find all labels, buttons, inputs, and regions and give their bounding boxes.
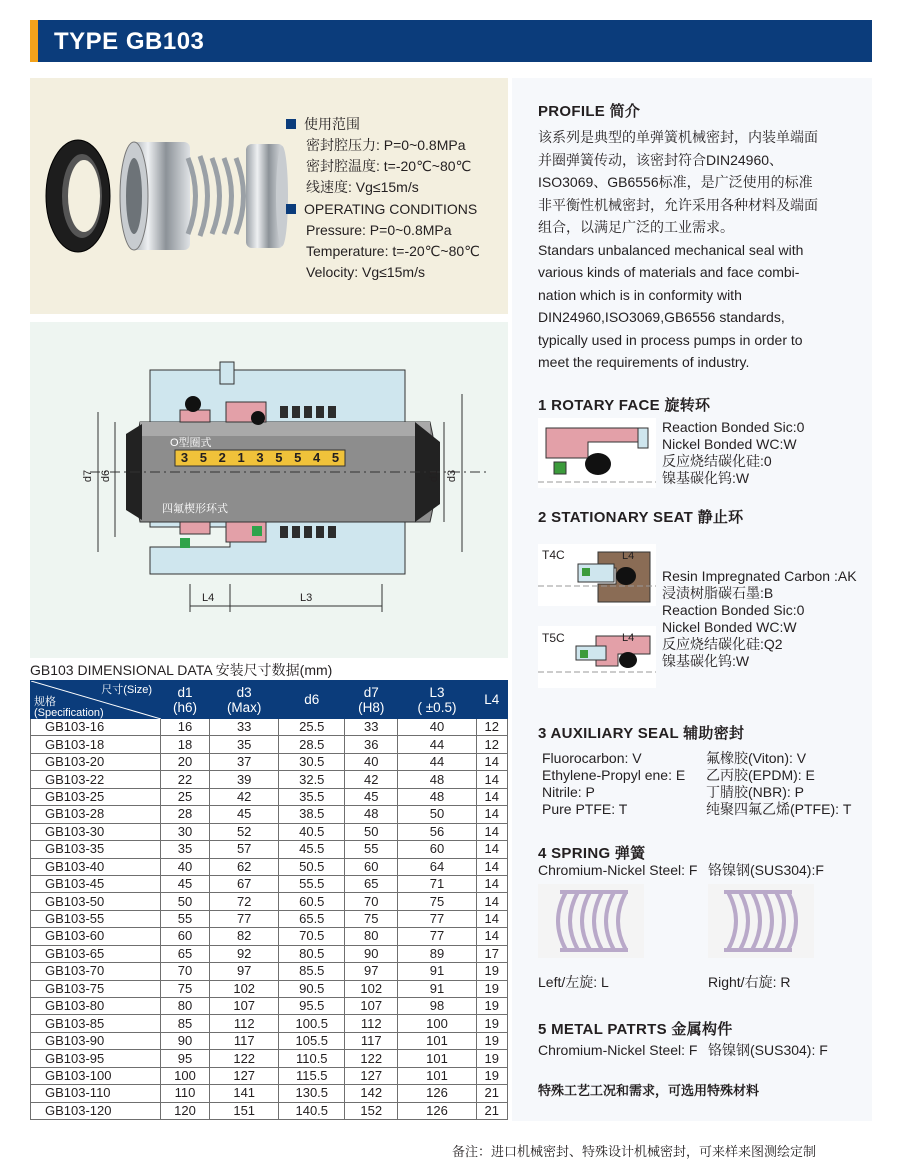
value-cell: 126: [398, 1085, 476, 1102]
value-cell: 95.5: [279, 998, 345, 1015]
value-cell: 35: [161, 841, 210, 858]
value-cell: 50: [345, 823, 398, 840]
value-cell: 112: [345, 1015, 398, 1032]
value-cell: 101: [398, 1032, 476, 1049]
code-digit: 2: [218, 450, 226, 465]
dimensional-data-table: [30, 680, 508, 1120]
value-cell: 89: [398, 945, 476, 962]
profile-cn-line: 并圈弹簧传动，该密封符合DIN24960、: [538, 151, 784, 168]
code-digit: 5: [331, 450, 340, 465]
value-cell: 35: [209, 736, 278, 753]
profile-text: [538, 126, 868, 374]
value-cell: 141: [209, 1085, 278, 1102]
value-cell: 60.5: [279, 893, 345, 910]
value-cell: 126: [398, 1102, 476, 1119]
value-cell: 42: [209, 788, 278, 805]
aux-seal-cn-list: [706, 750, 851, 818]
value-cell: 110.5: [279, 1050, 345, 1067]
table-row: [31, 910, 508, 927]
right-spring-image: [708, 884, 814, 958]
profile-en-line: typically used in process pumps in order to: [538, 331, 803, 348]
value-cell: 75: [398, 893, 476, 910]
profile-cn-line: 非平衡性机械密封，允许采用各种材料及端面: [538, 196, 818, 213]
spec-cell: GB103-18: [31, 736, 161, 753]
value-cell: 75: [161, 980, 210, 997]
value-cell: 40: [161, 858, 210, 875]
t5c-l4-label: L4: [622, 632, 635, 644]
spec-cell: GB103-120: [31, 1102, 161, 1119]
bullet-square-icon: [286, 204, 296, 214]
spec-cell: GB103-95: [31, 1050, 161, 1067]
table-row: [31, 980, 508, 997]
cond-cn-line-3: 线速度: Vg≤15m/s: [306, 179, 419, 195]
rotary-face-diagram: [538, 418, 656, 488]
table-row: [31, 736, 508, 753]
value-cell: 21: [476, 1102, 507, 1119]
value-cell: 55.5: [279, 875, 345, 892]
spec-cell: GB103-22: [31, 771, 161, 788]
value-cell: 25: [161, 788, 210, 805]
value-cell: 21: [476, 1085, 507, 1102]
t4c-label: T4C: [542, 548, 565, 562]
value-cell: 19: [476, 998, 507, 1015]
value-cell: 100: [161, 1067, 210, 1084]
profile-en-line: meet the requirements of industry.: [538, 354, 750, 370]
value-cell: 80: [161, 998, 210, 1015]
value-cell: 55: [345, 841, 398, 858]
value-cell: 77: [398, 928, 476, 945]
o-ring-type-label: O型圈式: [170, 437, 212, 449]
code-digit: 5: [294, 450, 302, 465]
header-corner-cell: [31, 681, 161, 719]
value-cell: 112: [209, 1015, 278, 1032]
value-cell: 65: [161, 945, 210, 962]
value-cell: 19: [476, 1032, 507, 1049]
value-cell: 25.5: [279, 719, 345, 736]
value-cell: 95: [161, 1050, 210, 1067]
dim-d7: d7: [82, 469, 95, 483]
aux-seal-item: 乙丙胶(EPDM): E: [706, 767, 815, 783]
right-spring-label: Right/右旋: R: [708, 974, 791, 990]
profile-en-line: DIN24960,ISO3069,GB6556 standards,: [538, 309, 785, 325]
value-cell: 52: [209, 823, 278, 840]
rotary-face-materials: [662, 419, 804, 487]
value-cell: 55: [161, 910, 210, 927]
value-cell: 97: [345, 963, 398, 980]
value-cell: 40: [345, 753, 398, 770]
profile-en-line: various kinds of materials and face combi-: [538, 264, 800, 280]
metal-parts-material-cn: 铬镍钢(SUS304): F: [708, 1042, 828, 1058]
code-digit: 5: [199, 450, 207, 465]
value-cell: 45: [345, 788, 398, 805]
metal-parts-title: 5 METAL PATRTS 金属构件: [538, 1021, 733, 1038]
spec-cell: GB103-60: [31, 928, 161, 945]
value-cell: 75: [345, 910, 398, 927]
code-digit: 5: [275, 450, 283, 465]
cond-en-line-2: Temperature: t=-20℃~80℃: [306, 243, 480, 259]
table-row: [31, 823, 508, 840]
value-cell: 65: [345, 875, 398, 892]
value-cell: 14: [476, 875, 507, 892]
value-cell: 50.5: [279, 858, 345, 875]
code-digit: 3: [256, 450, 264, 465]
value-cell: 70.5: [279, 928, 345, 945]
value-cell: 97: [209, 963, 278, 980]
value-cell: 19: [476, 1015, 507, 1032]
value-cell: 80.5: [279, 945, 345, 962]
table-body: [31, 719, 508, 1120]
value-cell: 40.5: [279, 823, 345, 840]
aux-seal-item: 纯聚四氟乙烯(PTFE): T: [706, 801, 852, 817]
header-d3: d3 (Max): [209, 681, 278, 719]
value-cell: 28: [161, 806, 210, 823]
value-cell: 92: [209, 945, 278, 962]
section-drawing: [30, 322, 508, 658]
header-d1: d1 (h6): [161, 681, 210, 719]
value-cell: 19: [476, 963, 507, 980]
value-cell: 14: [476, 910, 507, 927]
value-cell: 18: [161, 736, 210, 753]
header-d7: d7 (H8): [345, 681, 398, 719]
table-row: [31, 1015, 508, 1032]
value-cell: 101: [398, 1050, 476, 1067]
conditions-cn: [286, 114, 480, 283]
value-cell: 105.5: [279, 1032, 345, 1049]
stationary-seat-materials: [662, 568, 857, 670]
stationary-item: Nickel Bonded WC:W: [662, 619, 797, 635]
value-cell: 33: [345, 719, 398, 736]
value-cell: 80: [345, 928, 398, 945]
value-cell: 142: [345, 1085, 398, 1102]
value-cell: 33: [209, 719, 278, 736]
header-d6: d6: [279, 681, 345, 719]
aux-seal-item: Fluorocarbon: V: [542, 750, 642, 766]
value-cell: 22: [161, 771, 210, 788]
table-row: [31, 1102, 508, 1119]
value-cell: 72: [209, 893, 278, 910]
value-cell: 48: [398, 771, 476, 788]
value-cell: 48: [398, 788, 476, 805]
table-row: [31, 998, 508, 1015]
value-cell: 14: [476, 788, 507, 805]
profile-cn-line: 该系列是典型的单弹簧机械密封，内装单端面: [538, 129, 818, 145]
header-l4: L4: [476, 681, 507, 719]
value-cell: 64: [398, 858, 476, 875]
spec-cell: GB103-65: [31, 945, 161, 962]
value-cell: 50: [398, 806, 476, 823]
value-cell: 117: [209, 1032, 278, 1049]
value-cell: 91: [398, 963, 476, 980]
stationary-seat-title: 2 STATIONARY SEAT 静止环: [538, 509, 744, 526]
aux-seal-item: 丁腈胶(NBR): P: [706, 784, 804, 800]
value-cell: 12: [476, 736, 507, 753]
spec-cell: GB103-40: [31, 858, 161, 875]
value-cell: 151: [209, 1102, 278, 1119]
page-header: [30, 20, 872, 62]
value-cell: 82: [209, 928, 278, 945]
value-cell: 62: [209, 858, 278, 875]
table-row: [31, 788, 508, 805]
value-cell: 30.5: [279, 753, 345, 770]
rotary-item: 反应烧结碳化硅:0: [662, 453, 772, 469]
value-cell: 60: [161, 928, 210, 945]
value-cell: 100.5: [279, 1015, 345, 1032]
value-cell: 42: [345, 771, 398, 788]
cond-en-line-3: Velocity: Vg≤15m/s: [306, 264, 425, 280]
material-code-box: [175, 450, 345, 466]
value-cell: 14: [476, 753, 507, 770]
table-header-row: [31, 681, 508, 719]
value-cell: 19: [476, 1067, 507, 1084]
spring-title: 4 SPRING 弹簧: [538, 845, 646, 862]
value-cell: 48: [345, 806, 398, 823]
profile-cn-line: ISO3069、GB6556标准，是广泛使用的标准: [538, 174, 813, 190]
table-row: [31, 1032, 508, 1049]
spec-cell: GB103-20: [31, 753, 161, 770]
value-cell: 107: [209, 998, 278, 1015]
value-cell: 130.5: [279, 1085, 345, 1102]
value-cell: 152: [345, 1102, 398, 1119]
cond-en-line-1: Pressure: P=0~0.8MPa: [306, 222, 452, 238]
value-cell: 110: [161, 1085, 210, 1102]
footer-note: 备注：进口机械密封、特殊设计机械密封，可来样来图测绘定制: [452, 1144, 817, 1159]
corner-spec-label-cn: 规格: [34, 696, 56, 708]
aux-seal-title: 3 AUXILIARY SEAL 辅助密封: [538, 725, 745, 742]
table-row: [31, 1050, 508, 1067]
corner-spec-label-en: (Specification): [34, 707, 104, 719]
value-cell: 85.5: [279, 963, 345, 980]
value-cell: 140.5: [279, 1102, 345, 1119]
special-materials-note: 特殊工艺工况和需求，可选用特殊材料: [538, 1083, 760, 1098]
product-photo: [38, 128, 288, 268]
spec-cell: GB103-25: [31, 788, 161, 805]
dim-l4: L4: [202, 592, 215, 604]
value-cell: 101: [398, 1067, 476, 1084]
value-cell: 32.5: [279, 771, 345, 788]
code-digit: 4: [312, 450, 321, 465]
value-cell: 122: [209, 1050, 278, 1067]
profile-en-line: nation which is in conformity with: [538, 286, 742, 303]
profile-en-line: Standars unbalanced mechanical seal with: [538, 241, 804, 258]
spec-cell: GB103-30: [31, 823, 161, 840]
value-cell: 102: [209, 980, 278, 997]
value-cell: 90: [345, 945, 398, 962]
value-cell: 98: [398, 998, 476, 1015]
value-cell: 12: [476, 719, 507, 736]
spring-material-en: Chromium-Nickel Steel: F: [538, 862, 698, 878]
spring-material-cn: 铬镍钢(SUS304):F: [708, 862, 824, 878]
table-row: [31, 1067, 508, 1084]
spec-cell: GB103-28: [31, 806, 161, 823]
rotary-item: 镍基碳化钨:W: [662, 470, 750, 486]
value-cell: 120: [161, 1102, 210, 1119]
value-cell: 37: [209, 753, 278, 770]
stationary-item: Resin Impregnated Carbon :AK: [662, 568, 857, 584]
section-drawing-panel: [30, 322, 508, 658]
value-cell: 50: [161, 893, 210, 910]
spec-cell: GB103-55: [31, 910, 161, 927]
spec-cell: GB103-35: [31, 841, 161, 858]
value-cell: 36: [345, 736, 398, 753]
aux-seal-item: Ethylene-Propyl ene: E: [542, 767, 686, 783]
value-cell: 38.5: [279, 806, 345, 823]
value-cell: 107: [345, 998, 398, 1015]
conditions-en-title: OPERATING CONDITIONS: [304, 201, 478, 217]
spec-cell: GB103-50: [31, 893, 161, 910]
value-cell: 35.5: [279, 788, 345, 805]
spec-cell: GB103-45: [31, 875, 161, 892]
value-cell: 20: [161, 753, 210, 770]
value-cell: 40: [398, 719, 476, 736]
spec-cell: GB103-16: [31, 719, 161, 736]
spec-cell: GB103-75: [31, 980, 161, 997]
cond-cn-line-2: 密封腔温度: t=-20℃~80℃: [306, 158, 472, 174]
table-row: [31, 893, 508, 910]
rotary-face-title: 1 ROTARY FACE 旋转环: [538, 397, 711, 414]
value-cell: 28.5: [279, 736, 345, 753]
value-cell: 14: [476, 858, 507, 875]
cond-cn-line-1: 密封腔压力: P=0~0.8MPa: [306, 137, 466, 153]
ptfe-wedge-type-label: 四氟楔形环式: [162, 503, 228, 515]
value-cell: 91: [398, 980, 476, 997]
value-cell: 44: [398, 736, 476, 753]
value-cell: 67: [209, 875, 278, 892]
value-cell: 127: [209, 1067, 278, 1084]
value-cell: 57: [209, 841, 278, 858]
value-cell: 115.5: [279, 1067, 345, 1084]
page-title: TYPE GB103: [54, 28, 205, 55]
table-row: [31, 858, 508, 875]
value-cell: 45: [209, 806, 278, 823]
value-cell: 122: [345, 1050, 398, 1067]
value-cell: 90.5: [279, 980, 345, 997]
spec-cell: GB103-85: [31, 1015, 161, 1032]
t5c-label: T5C: [542, 631, 565, 645]
stationary-item: Reaction Bonded Sic:0: [662, 602, 805, 618]
rotary-item: Nickel Bonded WC:W: [662, 436, 797, 452]
value-cell: 117: [345, 1032, 398, 1049]
value-cell: 39: [209, 771, 278, 788]
left-spring-label: Left/左旋: L: [538, 974, 609, 990]
table-row: [31, 841, 508, 858]
table-row: [31, 928, 508, 945]
table-row: [31, 806, 508, 823]
value-cell: 70: [345, 893, 398, 910]
stationary-item: 反应烧结碳化硅:Q2: [662, 636, 783, 652]
aux-seal-item: Nitrile: P: [542, 784, 595, 800]
left-spring-image: [538, 884, 644, 958]
value-cell: 60: [345, 858, 398, 875]
dim-l3: L3: [300, 592, 313, 604]
value-cell: 19: [476, 980, 507, 997]
aux-seal-en-list: [542, 750, 685, 818]
value-cell: 56: [398, 823, 476, 840]
spec-cell: GB103-100: [31, 1067, 161, 1084]
dim-d1: d1: [428, 469, 441, 483]
value-cell: 19: [476, 1050, 507, 1067]
corner-size-label: 尺寸(Size): [101, 684, 152, 696]
rotary-item: Reaction Bonded Sic:0: [662, 419, 805, 435]
value-cell: 90: [161, 1032, 210, 1049]
value-cell: 77: [398, 910, 476, 927]
value-cell: 77: [209, 910, 278, 927]
value-cell: 44: [398, 753, 476, 770]
value-cell: 127: [345, 1067, 398, 1084]
table-row: [31, 945, 508, 962]
value-cell: 17: [476, 945, 507, 962]
table-row: [31, 963, 508, 980]
aux-seal-item: 氟橡胶(Viton): V: [706, 750, 807, 766]
t4c-l4-label: L4: [622, 550, 635, 562]
dim-d3: d3: [446, 469, 459, 483]
value-cell: 14: [476, 771, 507, 788]
stationary-item: 镍基碳化钨:W: [662, 653, 750, 669]
value-cell: 14: [476, 841, 507, 858]
table-row: [31, 875, 508, 892]
profile-cn-line: 组合，以满足广泛的工业需求。: [538, 219, 734, 235]
code-digit: 1: [237, 450, 245, 465]
value-cell: 102: [345, 980, 398, 997]
table-row: [31, 1085, 508, 1102]
value-cell: 30: [161, 823, 210, 840]
header-accent: [30, 20, 38, 62]
table-title: GB103 DIMENSIONAL DATA 安装尺寸数据(mm): [30, 662, 333, 678]
spec-panel: [512, 78, 872, 1121]
value-cell: 14: [476, 893, 507, 910]
value-cell: 16: [161, 719, 210, 736]
table-row: [31, 771, 508, 788]
code-digit: 3: [180, 450, 189, 465]
profile-title: PROFILE 简介: [538, 103, 641, 120]
value-cell: 14: [476, 928, 507, 945]
value-cell: 14: [476, 823, 507, 840]
spec-cell: GB103-90: [31, 1032, 161, 1049]
value-cell: 71: [398, 875, 476, 892]
dim-d6: d6: [100, 469, 113, 483]
metal-parts-material-en: Chromium-Nickel Steel: F: [538, 1042, 698, 1058]
stationary-item: 浸渍树脂碳石墨:B: [662, 585, 774, 601]
table-row: [31, 719, 508, 736]
value-cell: 60: [398, 841, 476, 858]
bullet-square-icon: [286, 119, 296, 129]
spec-cell: GB103-110: [31, 1085, 161, 1102]
product-panel: [30, 78, 508, 314]
aux-seal-item: Pure PTFE: T: [542, 801, 628, 817]
value-cell: 45.5: [279, 841, 345, 858]
value-cell: 14: [476, 806, 507, 823]
spec-cell: GB103-70: [31, 963, 161, 980]
table-row: [31, 753, 508, 770]
value-cell: 65.5: [279, 910, 345, 927]
value-cell: 70: [161, 963, 210, 980]
header-l3: L3 ( ±0.5): [398, 681, 476, 719]
conditions-cn-title: 使用范围: [304, 116, 360, 132]
value-cell: 45: [161, 875, 210, 892]
value-cell: 85: [161, 1015, 210, 1032]
value-cell: 100: [398, 1015, 476, 1032]
spec-cell: GB103-80: [31, 998, 161, 1015]
